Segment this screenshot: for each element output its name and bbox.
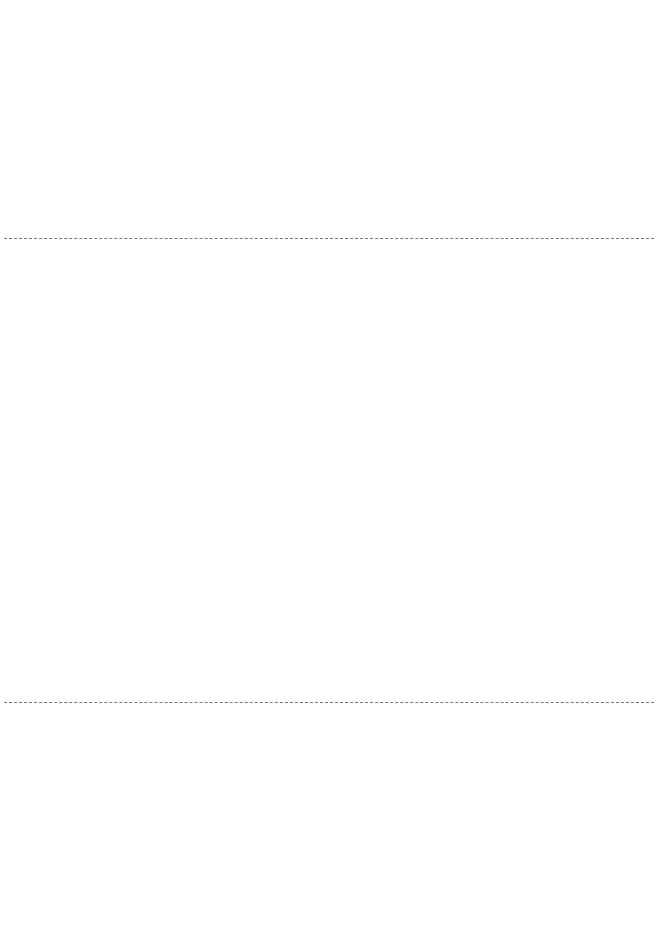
top-band bbox=[4, 10, 654, 225]
bottom-band bbox=[4, 710, 654, 938]
section-divider bbox=[4, 702, 654, 703]
section-divider bbox=[4, 238, 654, 239]
middle-band bbox=[4, 245, 654, 690]
